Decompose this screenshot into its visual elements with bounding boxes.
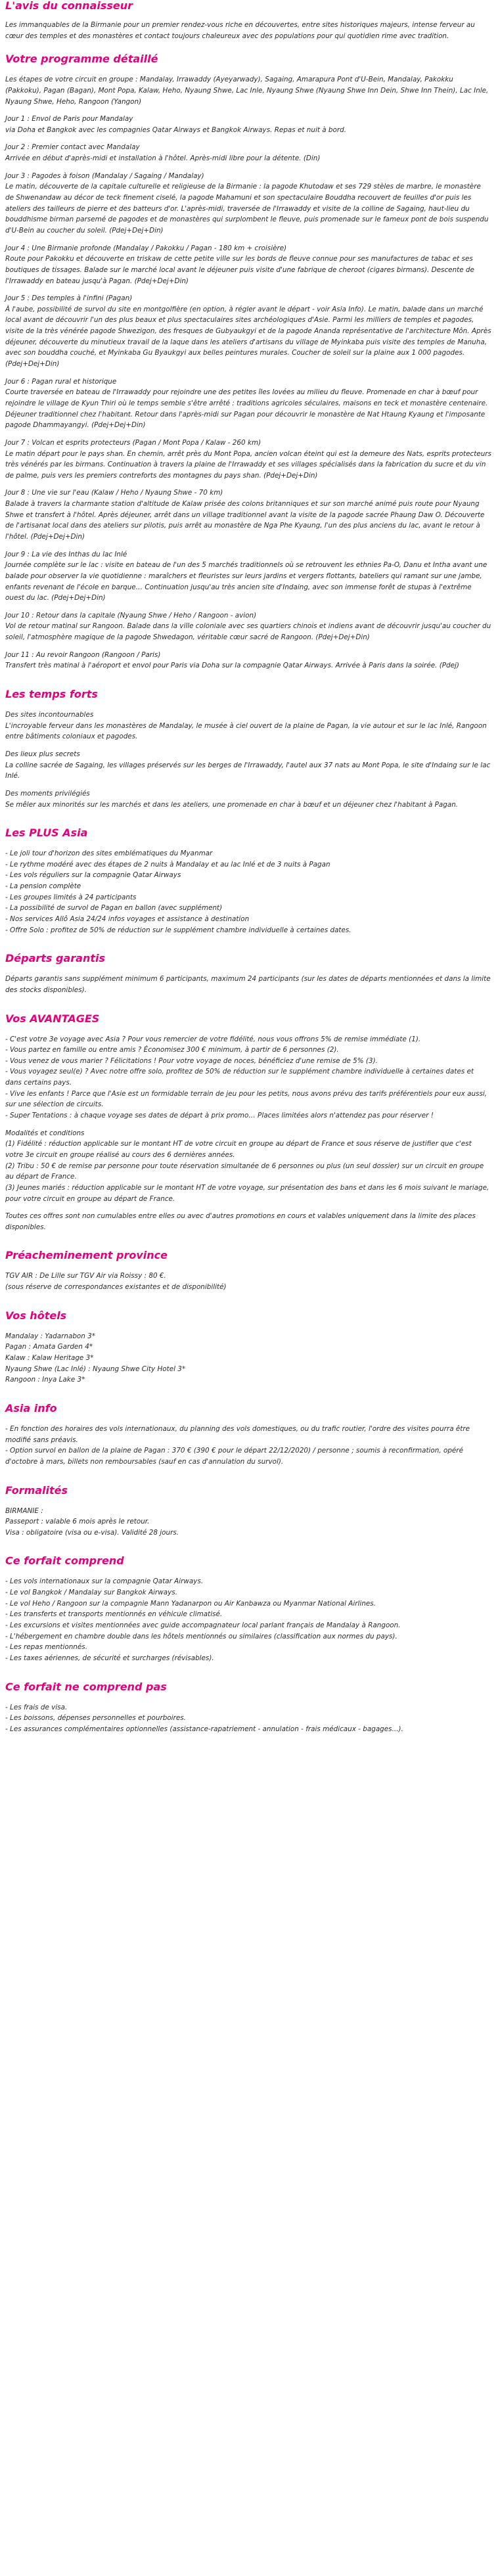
preacheminement-list [5,1271,491,1292]
list-item: - En fonction des horaires des vols internationaux, du planning des vols domestiques, ou du trafic routier, l'ordre des visites pourra être modifié sans préavis. [5,1424,470,1444]
list-item: - Les taxes aériennes, de sécurité et surcharges (révisables). [5,1654,214,1662]
day-item [5,549,491,604]
list-item: (2) Tribu : 50 € de remise par personne pour toute réservation simultanée de 6 personnes ou plus (un seul dossier) sur un circuit en groupe au départ de France. [5,1162,484,1181]
list-item: - Vous venez de vous marier ? Félicitations ! Pour votre voyage de noces, bénéficiez d'une remise de 5% (3). [5,1056,378,1065]
list-item: - Vive les enfants ! Parce que l'Asie est un formidable terrain de jeu pour les petits, nous avons prévu des tarifs préférentiels pour eux aussi, sur une sélection de circuits. [5,1089,487,1109]
list-item: - Les frais de visa. [5,1703,68,1711]
day-item [5,376,491,431]
list-item: (1) Fidélité : réduction applicable sur le montant HT de votre circuit en groupe au départ de France et sous réserve de justifier que c'est votre 3e circuit en groupe réalisé au cours des 6 dernières années. [5,1140,472,1159]
day-item [5,293,491,369]
temps-fort-text: Se mêler aux minorités sur les marchés et dans les ateliers, une promenade en char à bœuf et un déjeuner chez l'habitant à Pagan. [5,800,459,809]
hotels-list [5,1331,491,1386]
day-text: Balade à travers la charmante station d'altitude de Kalaw prisée des colons britanniques et sur son marché animé puis route pour Nyaung Shwe et transfert à l'hôtel. Après déjeuner, arrêt dans un village traditionnel avant la visite de la pagode sacrée Phaung Daw O. Découverte de l'artisanat local dans des ateliers sur pilotis, puis arrêt au monastère de Nga Phe Kyaung, l'un des plus anciens du lac, avant le retour à l'hôtel. (Pdej+Dej+Din) [5,500,485,541]
section-title-plus-asia: Les PLUS Asia [5,826,88,840]
day-text: À l'aube, possibilité de survol du site en montgolfière (en option, à régler avant le départ - voir Asia Info). Le matin, balade dans un marché local avant de découvrir l'un des plus beaux et plus spectaculaires sites archéologiques d'Asie. Parmi les milliers de temples et pagodes, visite de la très vénérée pagode Shwezigon, des fresques de Gubyaukgyi et de la pagode Ananda représentative de l'architecture Môn. Après déjeuner, découverte du minutieux travail de la laque dans les ateliers d'artisans du village de Myinkaba puis visite des temples de Manuha, avec son bouddha couché, et Myinkaba Gu Byaukgyi aux belles peintures murales. Coucher de soleil sur la plaine aux 1 000 pagodes. (Pdej+Dej+Din) [5,305,491,369]
list-item: TGV AIR : De Lille sur TGV Air via Roissy : 80 €. [5,1272,166,1280]
day-item [5,438,491,482]
avantages-note: Toutes ces offres sont non cumulables entre elles ou avec d'autres promotions en cours et valables uniquement dans la limite des places disponibles. [5,1212,476,1231]
list-item: - Super Tentations : à chaque voyage ses dates de départ à prix promo… Places limitées alors n'attendez pas pour réserver ! [5,1112,434,1120]
asia-info-list [5,1424,491,1468]
list-item: - C'est votre 3e voyage avec Asia ? Pour vous remercier de votre fidélité, nous vous offrons 5% de remise immédiate (1). [5,1035,421,1043]
list-item: Passeport : valable 6 mois après le retour. [5,1518,150,1526]
day-text: Le matin, découverte de la capitale culturelle et religieuse de la Birmanie : la pagode Khutodaw et ses 729 stèles de marbre, le monastère de Shwenandaw au décor de teck finement ciselé, la pagode Mahamuni et son spectaculaire Bouddha recouvert de feuilles d'or puis les ateliers des tailleurs de pierre et des batteurs d'or. L'après-midi, traversée de l'Irrawaddy et visite de la colline de Sagaing, haut-lieu du bouddhisme birman parsemé de pagodes et de monastères qui surplombent le fleuve, puis promenade sur le fameux pont de bois suspendu d'U-Bein au coucher du soleil. (Pdej+Dej+Din) [5,183,489,235]
day-item [5,650,491,671]
day-title: Jour 7 : Volcan et esprits protecteurs (Pagan / Mont Popa / Kalaw - 260 km) [5,438,261,447]
day-text: Journée complète sur le lac : visite en bateau de l'un des 5 marchés traditionnels où se retrouvent les ethnies Pa-O, Danu et Intha avant une balade pour observer la vie quotidienne : maraîchers et fleuristes sur leurs jardins et vergers flottants, bateliers qui ramant sur une jambe, enfants revenant de l'école en barque… Continuation jusqu'au très ancien site d'Indaing, avec son immense forêt de stupas à l'extrême ouest du lac. (Pdej+Dej+Din) [5,561,487,602]
section-title-formalites: Formalités [5,1483,68,1497]
list-item: - Vous voyagez seul(e) ? Avec notre offre solo, profitez de 50% de réduction sur le supplément chambre individuelle à certaines dates et dans certains pays. [5,1068,474,1087]
section-title-preacheminement: Préacheminement province [5,1249,168,1262]
section-title-departs: Départs garantis [5,952,105,965]
temps-fort-title: Des moments privilégiés [5,789,90,798]
list-item: - La pension complète [5,882,81,891]
temps-fort-title: Des lieux plus secrets [5,750,80,758]
list-item: - Les repas mentionnés. [5,1643,87,1652]
section-title-programme: Votre programme détaillé [5,53,158,66]
list-item: - Les boissons, dépenses personnelles et pourboires. [5,1714,186,1723]
list-item: - Le vol Heho / Rangoon sur la compagnie Mann Yadanarpon ou Air Kanbawza ou Myanmar National Airlines. [5,1599,376,1608]
list-item: - Offre Solo : profitez de 50% de réduction sur le supplément chambre individuelle à certaines dates. [5,926,351,934]
list-item: Pagan : Amata Garden 4* [5,1343,93,1351]
day-title: Jour 5 : Des temples à l'infini (Pagan) [5,294,133,303]
temps-fort-item [5,710,491,742]
day-item [5,114,491,135]
list-item: - Les transferts et transports mentionnés en véhicule climatisé. [5,1610,223,1619]
departs-text: Départs garantis sans supplément minimum 6 participants, maximum 24 participants (sur les dates de départs mentionnées et dans la limite des stocks disponibles). [5,975,491,994]
day-title: Jour 9 : La vie des Inthas du lac Inlé [5,550,127,558]
programme-intro: Les étapes de votre circuit en groupe : Mandalay, Irrawaddy (Ayeyarwady), Sagaing, Amarapura Pont d'U-Bein, Mandalay, Pakokku (Pakkoku), Pagan (Bagan), Mont Popa, Kalaw, Heho, Nyaung Shwe, Lac Inle, Nyaung Shwe (Nyaung Shwe Inn Dein, Shwe Inn Thein), Lac Inle, Nyaung Shwe, Heho, Rangoon (Yangon) [5,76,489,106]
plus-asia-list [5,848,491,936]
day-title: Jour 2 : Premier contact avec Mandalay [5,143,140,152]
section-title-temps-forts: Les temps forts [5,688,98,701]
list-item: - Les assurances complémentaires optionnelles (assistance-rapatriement - annulation - frais médicaux - bagages...). [5,1725,403,1733]
conditions-title: Modalités et conditions [5,1129,85,1137]
day-list [5,114,491,671]
day-title: Jour 4 : Une Birmanie profonde (Mandalay / Pakokku / Pagan - 180 km + croisière) [5,244,287,252]
day-title: Jour 6 : Pagan rural et historique [5,377,117,386]
day-item [5,487,491,542]
section-title-ne-comprend-pas: Ce forfait ne comprend pas [5,1680,167,1693]
temps-fort-text: L'incroyable ferveur dans les monastères de Mandalay, le musée à ciel ouvert de la plaine de Pagan, la vie autour et sur le lac Inlé, Rangoon entre bâtiments coloniaux et pagodes. [5,721,487,741]
list-item: - Les vols internationaux sur la compagnie Qatar Airways. [5,1577,204,1586]
temps-fort-text: La colline sacrée de Sagaing, les villages préservés sur les berges de l'Irrawaddy, l'autel aux 37 nats au Mont Popa, le site d'Indaing sur le lac Inlé. [5,761,491,780]
section-title-hotels: Vos hôtels [5,1309,67,1322]
day-text: Transfert très matinal à l'aéroport et envol pour Paris via Doha sur la compagnie Qatar Airways. Arrivée à Paris dans la soirée. (Pdej) [5,662,459,670]
list-item: Mandalay : Yadarnabon 3* [5,1332,95,1340]
list-item: - Les groupes limités à 24 participants [5,893,137,901]
day-text: Le matin départ pour le pays shan. En chemin, arrêt près du Mont Popa, ancien volcan éteint qui est la demeure des Nats, esprits protecteurs très vénérés par les birmans. Continuation à travers la plaine de l'Irrawaddy et ses villages spécialisés dans la fabrication du sucre et du vin de palme, puis vers les premiers contreforts des montagnes du pays shan. (Pdej+Dej+Din) [5,449,491,480]
day-title: Jour 10 : Retour dans la capitale (Nyaung Shwe / Heho / Rangoon - avion) [5,611,257,620]
day-item [5,142,491,164]
list-item: - L'hébergement en chambre double dans les hôtels mentionnés ou similaires (classification aux normes du pays). [5,1632,397,1640]
list-item: - Les vols réguliers sur la compagnie Qatar Airways [5,871,181,880]
list-item: Nyaung Shwe (Lac Inlé) : Nyaung Shwe City Hotel 3* [5,1365,186,1373]
formalites-list [5,1506,491,1539]
connaisseur-text: Les immanquables de la Birmanie pour un premier rendez-vous riche en découvertes, entre sites historiques majeurs, intense ferveur au cœur des temples et des monastères et contact toujours chaleureux avec des populations pour qui quotidien rime avec tradition. [5,21,475,40]
list-item: - Le vol Bangkok / Mandalay sur Bangkok Airways. [5,1589,177,1597]
day-item [5,171,491,237]
day-text: Vol de retour matinal sur Rangoon. Balade dans la ville coloniale avec ses quartiers chinois et indiens avant de découvrir jusqu'au coucher du soleil, l'atmosphère magique de la pagode Shwedagon, véritable cœur sacré de Rangoon. (Pdej+Dej+Din) [5,622,491,642]
day-title: Jour 3 : Pagodes à foison (Mandalay / Sagaing / Mandalay) [5,171,204,180]
section-title-asia-info: Asia info [5,1401,57,1414]
section-title-connaisseur: L'avis du connaisseur [5,0,133,12]
temps-fort-title: Des sites incontournables [5,711,94,719]
day-item [5,243,491,287]
list-item: Kalaw : Kalaw Heritage 3* [5,1354,94,1363]
avantages-list [5,1034,491,1121]
day-text: Route pour Pakokku et découverte en triskaw de cette petite ville sur les bords de fleuve connue pour ses manufactures de tabac et ses boutiques de tissages. Balade sur le marché local avant le déjeuner puis visite d'une fabrique de cheroot (cigares birmans). Descente de l'Irrawaddy en bateau jusqu'à Pagan. (Pdej+Dej+Din) [5,255,474,285]
day-title: Jour 11 : Au revoir Rangoon (Rangoon / Paris) [5,650,161,659]
avantages-conditions [5,1128,491,1204]
list-item: - Le joli tour d'horizon des sites emblématiques du Myanmar [5,849,213,858]
list-item: (sous réserve de correspondances existantes et de disponibilité) [5,1283,227,1292]
list-item: BIRMANIE : [5,1506,43,1515]
list-item: - La possibilité de survol de Pagan en ballon (avec supplément) [5,904,223,913]
list-item: - Option survol en ballon de la plaine de Pagan : 370 € (390 € pour le départ 22/12/2020) / personne ; soumis à reconfirmation, opéré d'octobre à mars, billets non remboursables (sauf en cas d'annulation du survol). [5,1447,463,1466]
day-title: Jour 1 : Envol de Paris pour Mandalay [5,115,133,124]
temps-fort-item [5,788,491,810]
list-item: - Nos services Allô Asia 24/24 infos voyages et assistance à destination [5,915,250,923]
ne-comprend-pas-list [5,1702,491,1735]
list-item: Visa : obligatoire (visa ou e-visa). Validité 28 jours. [5,1528,179,1537]
day-text: Arrivée en début d'après-midi et installation à l'hôtel. Après-midi libre pour la détente. (Din) [5,154,321,163]
list-item: - Vous partez en famille ou entre amis ? Économisez 300 € minimum, à partir de 6 personnes (2). [5,1046,339,1054]
day-text: Courte traversée en bateau de l'Irrawaddy pour rejoindre une des petites îles lovées au milieu du fleuve. Promenade en char à bœuf pour rejoindre le village de Kyun Thiri où le temps semble s'être arrêté : traditions agricoles séculaires, maisons en teck et monastère centenaire. Déjeuner traditionnel chez l'habitant. Retour dans l'après-midi sur Pagan pour découvrir le monastère de Nat Htaung Kyaung et l'imposante pagode Dhammayangyi. (Pdej+Dej+Din) [5,388,488,430]
section-title-avantages: Vos AVANTAGES [5,1012,100,1025]
comprend-list [5,1576,491,1663]
list-item: (3) Jeunes mariés : réduction applicable sur le montant HT de votre voyage, sur présentation des bans et dans les 6 mois suivant le mariage, pour votre circuit en groupe au départ de France. [5,1183,489,1203]
day-text: via Doha et Bangkok avec les compagnies Qatar Airways et Bangkok Airways. Repas et nuit à bord. [5,125,347,134]
list-item: - Le rythme modéré avec des étapes de 2 nuits à Mandalay et au lac Inlé et de 3 nuits à Pagan [5,860,330,869]
temps-fort-item [5,749,491,782]
day-title: Jour 8 : Une vie sur l'eau (Kalaw / Heho / Nyaung Shwe - 70 km) [5,489,223,497]
list-item: Rangoon : Inya Lake 3* [5,1376,85,1384]
section-title-comprend: Ce forfait comprend [5,1554,124,1568]
day-item [5,610,491,643]
list-item: - Les excursions et visites mentionnées avec guide accompagnateur local parlant français de Mandalay à Rangoon. [5,1621,401,1629]
